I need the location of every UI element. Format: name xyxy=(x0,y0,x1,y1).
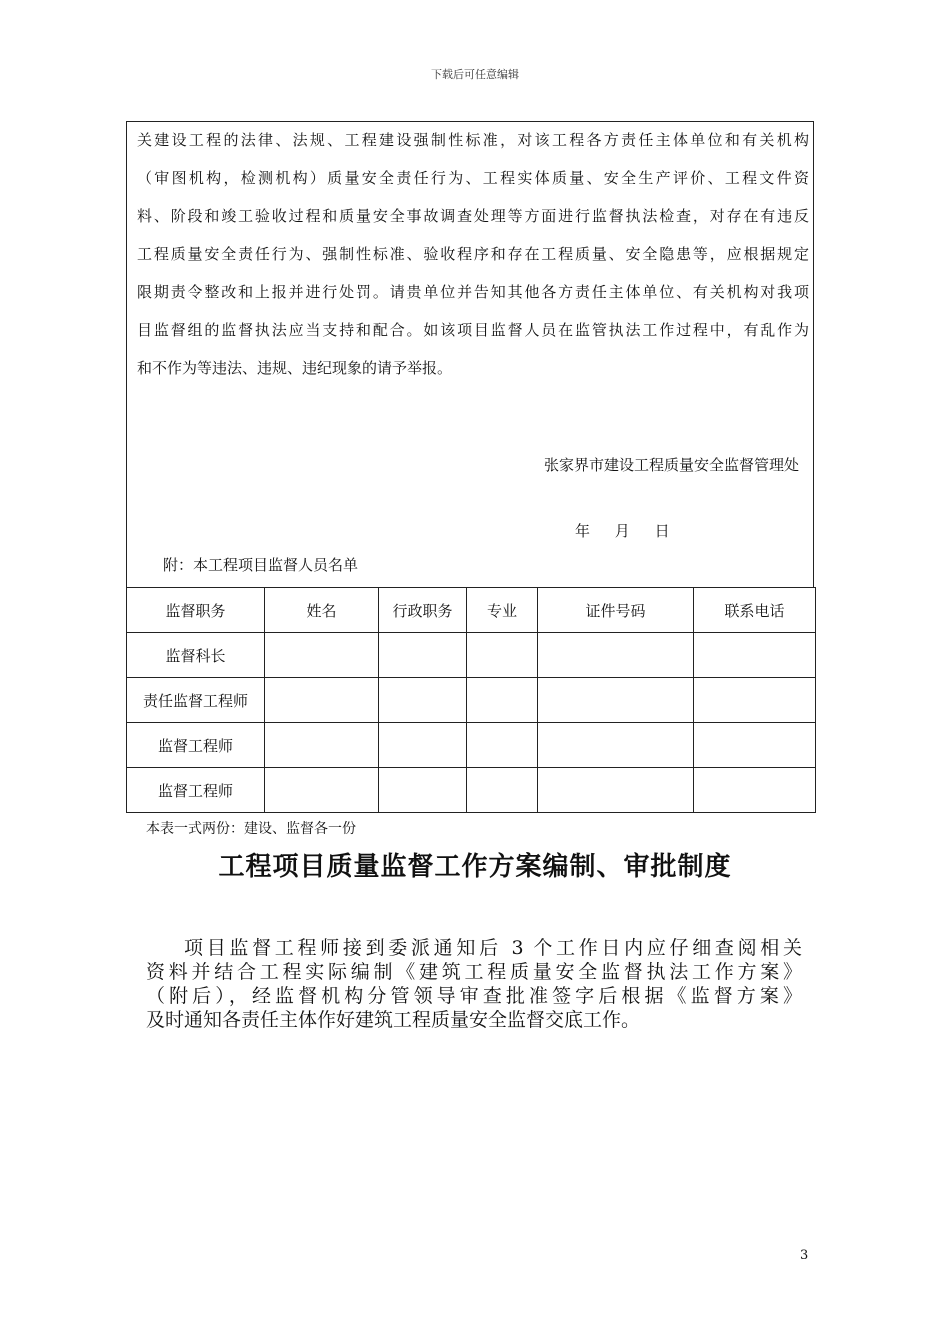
notice-box xyxy=(126,121,814,587)
cell-specialty xyxy=(467,768,538,813)
cell-phone xyxy=(694,633,816,678)
header-note: 下载后可任意编辑 xyxy=(431,68,519,81)
staff-table xyxy=(126,587,816,813)
cell-admin-title xyxy=(379,633,467,678)
section-title: 工程项目质量监督工作方案编制、审批制度 xyxy=(218,852,732,882)
notice-line: 料、阶段和竣工验收过程和质量安全事故调查处理等方面进行监督执法检查，对存在有违反 xyxy=(137,207,809,225)
signature-date xyxy=(575,520,690,541)
cell-admin-title xyxy=(379,768,467,813)
notice-text xyxy=(137,126,809,392)
cell-role: 责任监督工程师 xyxy=(127,678,265,723)
cell-role: 监督工程师 xyxy=(127,768,265,813)
attachment-label: 附：本工程项目监督人员名单 xyxy=(163,556,359,574)
table-row xyxy=(127,633,816,678)
page-number: 3 xyxy=(800,1248,809,1263)
cell-admin-title xyxy=(379,678,467,723)
cell-specialty xyxy=(467,678,538,723)
signature-organization: 张家界市建设工程质量安全监督管理处 xyxy=(543,456,799,474)
cell-id-number xyxy=(538,723,694,768)
cell-id-number xyxy=(538,768,694,813)
table-row xyxy=(127,723,816,768)
cell-name xyxy=(265,633,379,678)
header-cell-id-number: 证件号码 xyxy=(538,588,694,633)
cell-name xyxy=(265,723,379,768)
header-cell-phone: 联系电话 xyxy=(694,588,816,633)
cell-phone xyxy=(694,768,816,813)
date-year-label: 年 xyxy=(575,522,591,540)
date-day-label: 日 xyxy=(654,522,670,540)
body-line: （附后），经监督机构分管领导审查批准签字后根据《监督方案》 xyxy=(146,985,802,1007)
table-footnote: 本表一式两份：建设、监督各一份 xyxy=(146,821,356,837)
header-cell-name: 姓名 xyxy=(265,588,379,633)
table-header-row xyxy=(127,588,816,633)
notice-line: 和不作为等违法、违规、违纪现象的请予举报。 xyxy=(137,359,453,377)
cell-specialty xyxy=(467,723,538,768)
notice-line: 关建设工程的法律、法规、工程建设强制性标准，对该工程各方责任主体单位和有关机构 xyxy=(137,131,809,149)
body-line: 项目监督工程师接到委派通知后 3 个工作日内应仔细查阅相关 xyxy=(184,937,802,959)
table-row xyxy=(127,768,816,813)
cell-role: 监督工程师 xyxy=(127,723,265,768)
header-cell-admin-title: 行政职务 xyxy=(379,588,467,633)
body-line: 及时通知各责任主体作好建筑工程质量安全监督交底工作。 xyxy=(146,1009,641,1031)
cell-specialty xyxy=(467,633,538,678)
body-line: 资料并结合工程实际编制《建筑工程质量安全监督执法工作方案》 xyxy=(146,961,802,983)
header-cell-specialty: 专业 xyxy=(467,588,538,633)
notice-line: 限期责令整改和上报并进行处罚。请贵单位并告知其他各方责任主体单位、有关机构对我项 xyxy=(137,283,809,301)
cell-role: 监督科长 xyxy=(127,633,265,678)
notice-line: 目监督组的监督执法应当支持和配合。如该项目监督人员在监管执法工作过程中，有乱作为 xyxy=(137,321,809,339)
body-paragraph xyxy=(146,936,802,1032)
table-row xyxy=(127,678,816,723)
cell-phone xyxy=(694,723,816,768)
cell-id-number xyxy=(538,678,694,723)
date-month-label: 月 xyxy=(614,522,630,540)
notice-line: 工程质量安全责任行为、强制性标准、验收程序和存在工程质量、安全隐患等，应根据规定 xyxy=(137,245,809,263)
cell-name xyxy=(265,678,379,723)
cell-admin-title xyxy=(379,723,467,768)
cell-id-number xyxy=(538,633,694,678)
notice-line: （审图机构，检测机构）质量安全责任行为、工程实体质量、安全生产评价、工程文件资 xyxy=(137,169,809,187)
cell-name xyxy=(265,768,379,813)
cell-phone xyxy=(694,678,816,723)
header-cell-role: 监督职务 xyxy=(127,588,265,633)
